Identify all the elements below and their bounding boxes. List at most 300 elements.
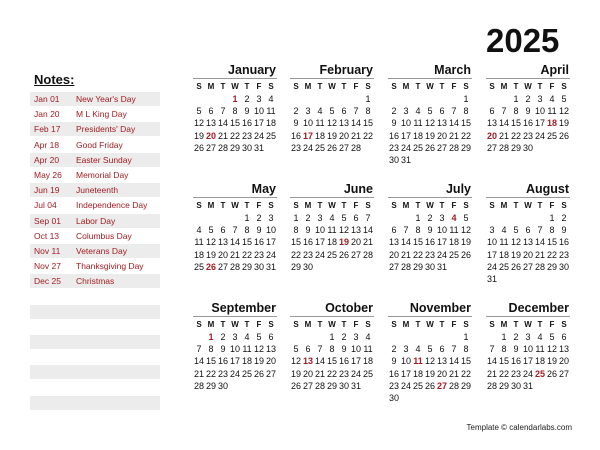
note-row: [30, 122, 160, 136]
month-divider: [486, 316, 570, 317]
day-cell: 2: [427, 213, 433, 223]
day-cell: 3: [268, 213, 274, 223]
empty-day-cell: [193, 331, 205, 343]
day-cell: 26: [558, 130, 569, 141]
day-cell: 2: [293, 106, 299, 117]
day-cell: 30: [241, 142, 252, 153]
day-cell: 16: [510, 356, 521, 367]
day-cell: 12: [205, 237, 216, 248]
empty-day-cell: [400, 93, 412, 105]
day-cell: 17: [400, 130, 411, 141]
day-cell: 20: [436, 130, 447, 141]
day-cell: 2: [391, 344, 397, 355]
day-cell: 5: [196, 106, 202, 117]
day-cell: 15: [241, 237, 252, 248]
day-cell: 27: [302, 380, 313, 391]
weekday-label: S: [561, 82, 567, 91]
day-cell: 5: [513, 225, 519, 236]
note-row: [30, 274, 160, 288]
holiday-day-cell: 26: [205, 261, 216, 272]
day-cell: 14: [362, 225, 373, 236]
month-day-grid: [193, 80, 277, 154]
weekday-label: T: [537, 320, 543, 329]
weekday-label: M: [402, 201, 410, 210]
day-cell: 10: [350, 344, 361, 355]
weekday-label: W: [524, 201, 532, 210]
month-april: [486, 63, 570, 154]
day-cell: 12: [510, 237, 521, 248]
day-cell: 6: [525, 225, 531, 236]
day-cell: 24: [350, 368, 361, 379]
day-cell: 19: [424, 130, 435, 141]
day-cell: 22: [498, 368, 509, 379]
empty-day-cell: [290, 331, 302, 343]
empty-day-cell: [314, 331, 326, 343]
day-cell: 24: [400, 380, 411, 391]
empty-day-cell: [436, 331, 448, 343]
day-cell: 16: [558, 237, 569, 248]
day-cell: 6: [341, 106, 347, 117]
weekday-label: S: [489, 320, 495, 329]
day-cell: 18: [498, 249, 509, 260]
day-cell: 22: [290, 249, 301, 260]
day-cell: 19: [326, 130, 337, 141]
day-cell: 3: [353, 332, 359, 342]
day-cell: 21: [217, 130, 228, 141]
day-cell: 29: [412, 261, 423, 272]
day-cell: 11: [194, 237, 204, 248]
note-row: [30, 138, 160, 152]
month-june: [290, 182, 374, 273]
weekday-label: T: [317, 201, 323, 210]
day-cell: 28: [314, 380, 325, 391]
note-holiday-name: [76, 350, 160, 364]
note-holiday-name: [76, 411, 160, 425]
day-cell: 3: [403, 106, 409, 117]
day-cell: 25: [193, 261, 204, 272]
day-cell: 20: [350, 237, 361, 248]
day-cell: 24: [534, 130, 545, 141]
day-cell: 5: [427, 344, 433, 355]
day-cell: 9: [525, 106, 531, 117]
weekday-label: F: [451, 201, 457, 210]
empty-day-cell: [193, 212, 205, 224]
day-cell: 31: [486, 273, 497, 284]
day-cell: 24: [522, 368, 533, 379]
day-cell: 2: [525, 94, 531, 104]
weekday-label: F: [549, 201, 555, 210]
day-cell: 9: [427, 225, 433, 236]
weekday-label: F: [256, 201, 262, 210]
day-cell: 1: [501, 332, 507, 342]
weekday-label: T: [537, 201, 543, 210]
day-cell: 12: [546, 344, 557, 355]
empty-day-cell: [326, 93, 338, 105]
day-cell: 3: [317, 213, 323, 223]
note-row: [30, 350, 160, 364]
weekday-label: S: [365, 320, 371, 329]
month-divider: [193, 197, 277, 198]
day-cell: 28: [448, 380, 459, 391]
day-cell: 20: [522, 249, 533, 260]
day-cell: 29: [241, 261, 252, 272]
day-cell: 6: [489, 106, 495, 117]
day-cell: 7: [537, 225, 543, 236]
day-cell: 29: [229, 142, 240, 153]
day-cell: 28: [362, 249, 373, 260]
day-cell: 25: [498, 261, 509, 272]
month-divider: [290, 197, 374, 198]
day-cell: 15: [362, 118, 373, 129]
day-cell: 3: [525, 332, 531, 342]
weekday-label: W: [328, 82, 336, 91]
month-may: [193, 182, 277, 273]
day-cell: 26: [546, 368, 557, 379]
day-cell: 9: [561, 225, 567, 236]
day-cell: 8: [329, 344, 335, 355]
weekday-label: T: [415, 201, 421, 210]
weekday-label: S: [489, 82, 495, 91]
day-cell: 11: [413, 118, 423, 129]
weekday-label: S: [365, 201, 371, 210]
month-day-grid: [193, 199, 277, 273]
weekday-label: S: [196, 320, 202, 329]
day-cell: 6: [220, 225, 226, 236]
day-cell: 22: [460, 130, 471, 141]
weekday-label: M: [500, 82, 508, 91]
month-day-grid: [290, 318, 374, 392]
day-cell: 23: [241, 130, 252, 141]
empty-day-cell: [400, 331, 412, 343]
day-cell: 6: [305, 344, 311, 355]
note-holiday-name: Labor Day: [76, 215, 116, 226]
day-cell: 31: [436, 261, 447, 272]
day-cell: 16: [388, 130, 399, 141]
day-cell: 23: [510, 368, 521, 379]
day-cell: 30: [558, 261, 569, 272]
day-cell: 2: [305, 213, 311, 223]
note-row: [30, 365, 160, 379]
day-cell: 21: [400, 249, 411, 260]
weekday-label: W: [524, 320, 532, 329]
empty-day-cell: [486, 93, 498, 105]
day-cell: 14: [193, 356, 204, 367]
month-title: July: [445, 182, 471, 196]
weekday-label: S: [293, 82, 299, 91]
weekday-label: S: [365, 82, 371, 91]
day-cell: 26: [290, 380, 301, 391]
note-date: [30, 381, 76, 395]
note-date: [30, 396, 76, 410]
day-cell: 22: [241, 249, 252, 260]
day-cell: 18: [534, 356, 545, 367]
note-holiday-name: [76, 335, 160, 349]
day-cell: 24: [265, 249, 276, 260]
day-cell: 13: [350, 225, 361, 236]
day-cell: 29: [460, 380, 471, 391]
day-cell: 29: [460, 142, 471, 153]
day-cell: 7: [220, 106, 226, 117]
day-cell: 18: [193, 249, 204, 260]
day-cell: 29: [290, 261, 301, 272]
day-cell: 2: [561, 213, 567, 223]
day-cell: 28: [193, 380, 204, 391]
weekday-label: S: [196, 82, 202, 91]
note-row: [30, 229, 160, 243]
day-cell: 31: [350, 380, 361, 391]
day-cell: 12: [558, 106, 569, 117]
day-cell: 17: [486, 249, 497, 260]
month-divider: [388, 78, 472, 79]
month-march: [388, 63, 472, 166]
empty-day-cell: [412, 331, 424, 343]
day-cell: 30: [302, 261, 313, 272]
note-holiday-name: Memorial Day: [76, 169, 129, 180]
day-cell: 28: [217, 142, 228, 153]
day-cell: 5: [329, 106, 335, 117]
month-august: [486, 182, 570, 285]
weekday-label: S: [561, 201, 567, 210]
day-cell: 30: [338, 380, 349, 391]
note-row: [30, 259, 160, 273]
day-cell: 9: [305, 225, 311, 236]
month-october: [290, 301, 374, 392]
note-holiday-name: [76, 381, 160, 395]
weekday-label: S: [561, 320, 567, 329]
day-cell: 12: [338, 225, 349, 236]
holiday-day-cell: 17: [302, 130, 313, 141]
day-cell: 9: [391, 356, 397, 367]
holiday-day-cell: 4: [451, 213, 457, 223]
day-cell: 4: [329, 213, 335, 223]
day-cell: 28: [486, 380, 497, 391]
day-cell: 8: [208, 344, 214, 355]
weekday-label: S: [268, 201, 274, 210]
month-day-grid: [290, 199, 374, 273]
empty-day-cell: [388, 212, 400, 224]
weekday-label: T: [415, 82, 421, 91]
year-title: 2025: [486, 22, 560, 59]
note-holiday-name: Good Friday: [76, 139, 123, 150]
day-cell: 8: [501, 344, 507, 355]
holiday-day-cell: 13: [302, 356, 313, 367]
month-day-grid: [388, 318, 472, 404]
note-date: Sep 01: [34, 215, 61, 226]
day-cell: 25: [314, 142, 325, 153]
day-cell: 10: [253, 106, 264, 117]
month-day-grid: [388, 80, 472, 166]
day-cell: 8: [244, 225, 250, 236]
day-cell: 19: [290, 368, 301, 379]
day-cell: 31: [253, 142, 264, 153]
month-divider: [388, 197, 472, 198]
day-cell: 17: [350, 356, 361, 367]
weekday-label: F: [353, 320, 359, 329]
day-cell: 17: [253, 118, 264, 129]
empty-day-cell: [448, 331, 460, 343]
weekday-label: T: [513, 82, 519, 91]
day-cell: 1: [365, 94, 371, 104]
month-title: October: [325, 301, 373, 315]
weekday-label: S: [391, 201, 397, 210]
day-cell: 3: [489, 225, 495, 236]
day-cell: 8: [513, 106, 519, 117]
day-cell: 4: [415, 106, 421, 117]
day-cell: 21: [350, 130, 361, 141]
day-cell: 16: [241, 118, 252, 129]
day-cell: 9: [391, 118, 397, 129]
day-cell: 29: [510, 142, 521, 153]
day-cell: 18: [412, 130, 423, 141]
day-cell: 1: [513, 94, 519, 104]
day-cell: 3: [537, 94, 543, 104]
day-cell: 30: [522, 142, 533, 153]
day-cell: 6: [208, 106, 214, 117]
day-cell: 31: [265, 261, 276, 272]
day-cell: 6: [268, 332, 274, 342]
note-holiday-name: Easter Sunday: [76, 154, 132, 165]
month-day-grid: [388, 199, 472, 273]
day-cell: 4: [549, 94, 555, 104]
month-january: [193, 63, 277, 154]
day-cell: 5: [463, 213, 469, 223]
day-cell: 11: [315, 118, 325, 129]
day-cell: 21: [314, 368, 325, 379]
note-holiday-name: Thanksgiving Day: [76, 261, 144, 272]
month-title: November: [409, 301, 471, 315]
weekday-label: S: [268, 82, 274, 91]
day-cell: 2: [220, 332, 226, 342]
note-date: [30, 289, 76, 303]
day-cell: 17: [265, 237, 276, 248]
note-row: [30, 396, 160, 410]
note-date: Jan 20: [34, 109, 60, 120]
day-cell: 1: [463, 332, 469, 342]
weekday-label: T: [341, 201, 347, 210]
day-cell: 13: [205, 118, 216, 129]
day-cell: 31: [400, 154, 411, 165]
weekday-label: W: [231, 320, 239, 329]
weekday-label: S: [489, 201, 495, 210]
day-cell: 22: [326, 368, 337, 379]
empty-day-cell: [436, 93, 448, 105]
empty-day-cell: [400, 212, 412, 224]
note-date: [30, 335, 76, 349]
weekday-label: F: [353, 201, 359, 210]
empty-day-cell: [290, 93, 302, 105]
day-cell: 9: [293, 118, 299, 129]
day-cell: 15: [546, 237, 557, 248]
day-cell: 12: [424, 356, 435, 367]
day-cell: 10: [265, 225, 276, 236]
day-cell: 13: [265, 344, 276, 355]
day-cell: 30: [424, 261, 435, 272]
day-cell: 22: [546, 249, 557, 260]
day-cell: 9: [244, 106, 250, 117]
day-cell: 2: [391, 106, 397, 117]
note-row: [30, 381, 160, 395]
day-cell: 31: [522, 380, 533, 391]
note-holiday-name: [76, 365, 160, 379]
weekday-label: M: [304, 201, 312, 210]
weekday-label: S: [293, 320, 299, 329]
day-cell: 15: [510, 118, 521, 129]
note-date: Apr 20: [34, 154, 60, 165]
day-cell: 13: [338, 118, 349, 129]
day-cell: 1: [329, 332, 335, 342]
note-date: [30, 305, 76, 319]
day-cell: 27: [558, 368, 569, 379]
weekday-label: T: [537, 82, 543, 91]
day-cell: 21: [229, 249, 240, 260]
day-cell: 9: [220, 344, 226, 355]
day-cell: 18: [314, 130, 325, 141]
note-row: [30, 214, 160, 228]
weekday-label: M: [304, 320, 312, 329]
day-cell: 8: [232, 106, 238, 117]
weekday-label: T: [244, 201, 250, 210]
day-cell: 11: [327, 225, 337, 236]
day-cell: 24: [253, 130, 264, 141]
month-title: August: [525, 182, 569, 196]
day-cell: 27: [205, 142, 216, 153]
month-title: December: [508, 301, 569, 315]
day-cell: 3: [256, 94, 262, 104]
day-cell: 26: [424, 142, 435, 153]
day-cell: 4: [537, 332, 543, 342]
day-cell: 26: [338, 249, 349, 260]
day-cell: 18: [412, 368, 423, 379]
day-cell: 10: [534, 106, 545, 117]
day-cell: 21: [534, 249, 545, 260]
note-row: [30, 244, 160, 258]
day-cell: 23: [302, 249, 313, 260]
day-cell: 15: [460, 356, 471, 367]
note-holiday-name: Independence Day: [76, 200, 148, 211]
weekday-label: S: [463, 201, 469, 210]
day-cell: 16: [290, 130, 301, 141]
day-cell: 16: [217, 356, 228, 367]
day-cell: 26: [326, 142, 337, 153]
day-cell: 24: [486, 261, 497, 272]
day-cell: 11: [547, 106, 557, 117]
empty-day-cell: [205, 212, 217, 224]
day-cell: 7: [489, 344, 495, 355]
day-cell: 19: [510, 249, 521, 260]
day-cell: 16: [302, 237, 313, 248]
empty-day-cell: [388, 93, 400, 105]
month-february: [290, 63, 374, 154]
day-cell: 3: [403, 344, 409, 355]
day-cell: 2: [256, 213, 262, 223]
day-cell: 8: [415, 225, 421, 236]
weekday-label: T: [439, 82, 445, 91]
month-day-grid: [486, 80, 570, 154]
day-cell: 27: [350, 249, 361, 260]
day-cell: 20: [338, 130, 349, 141]
day-cell: 5: [341, 213, 347, 223]
day-cell: 6: [439, 106, 445, 117]
day-cell: 8: [365, 106, 371, 117]
day-cell: 21: [362, 237, 373, 248]
day-cell: 5: [549, 332, 555, 342]
weekday-label: M: [500, 320, 508, 329]
day-cell: 19: [460, 237, 471, 248]
empty-day-cell: [229, 212, 241, 224]
weekday-label: T: [439, 201, 445, 210]
day-cell: 4: [365, 332, 371, 342]
day-cell: 30: [217, 380, 228, 391]
